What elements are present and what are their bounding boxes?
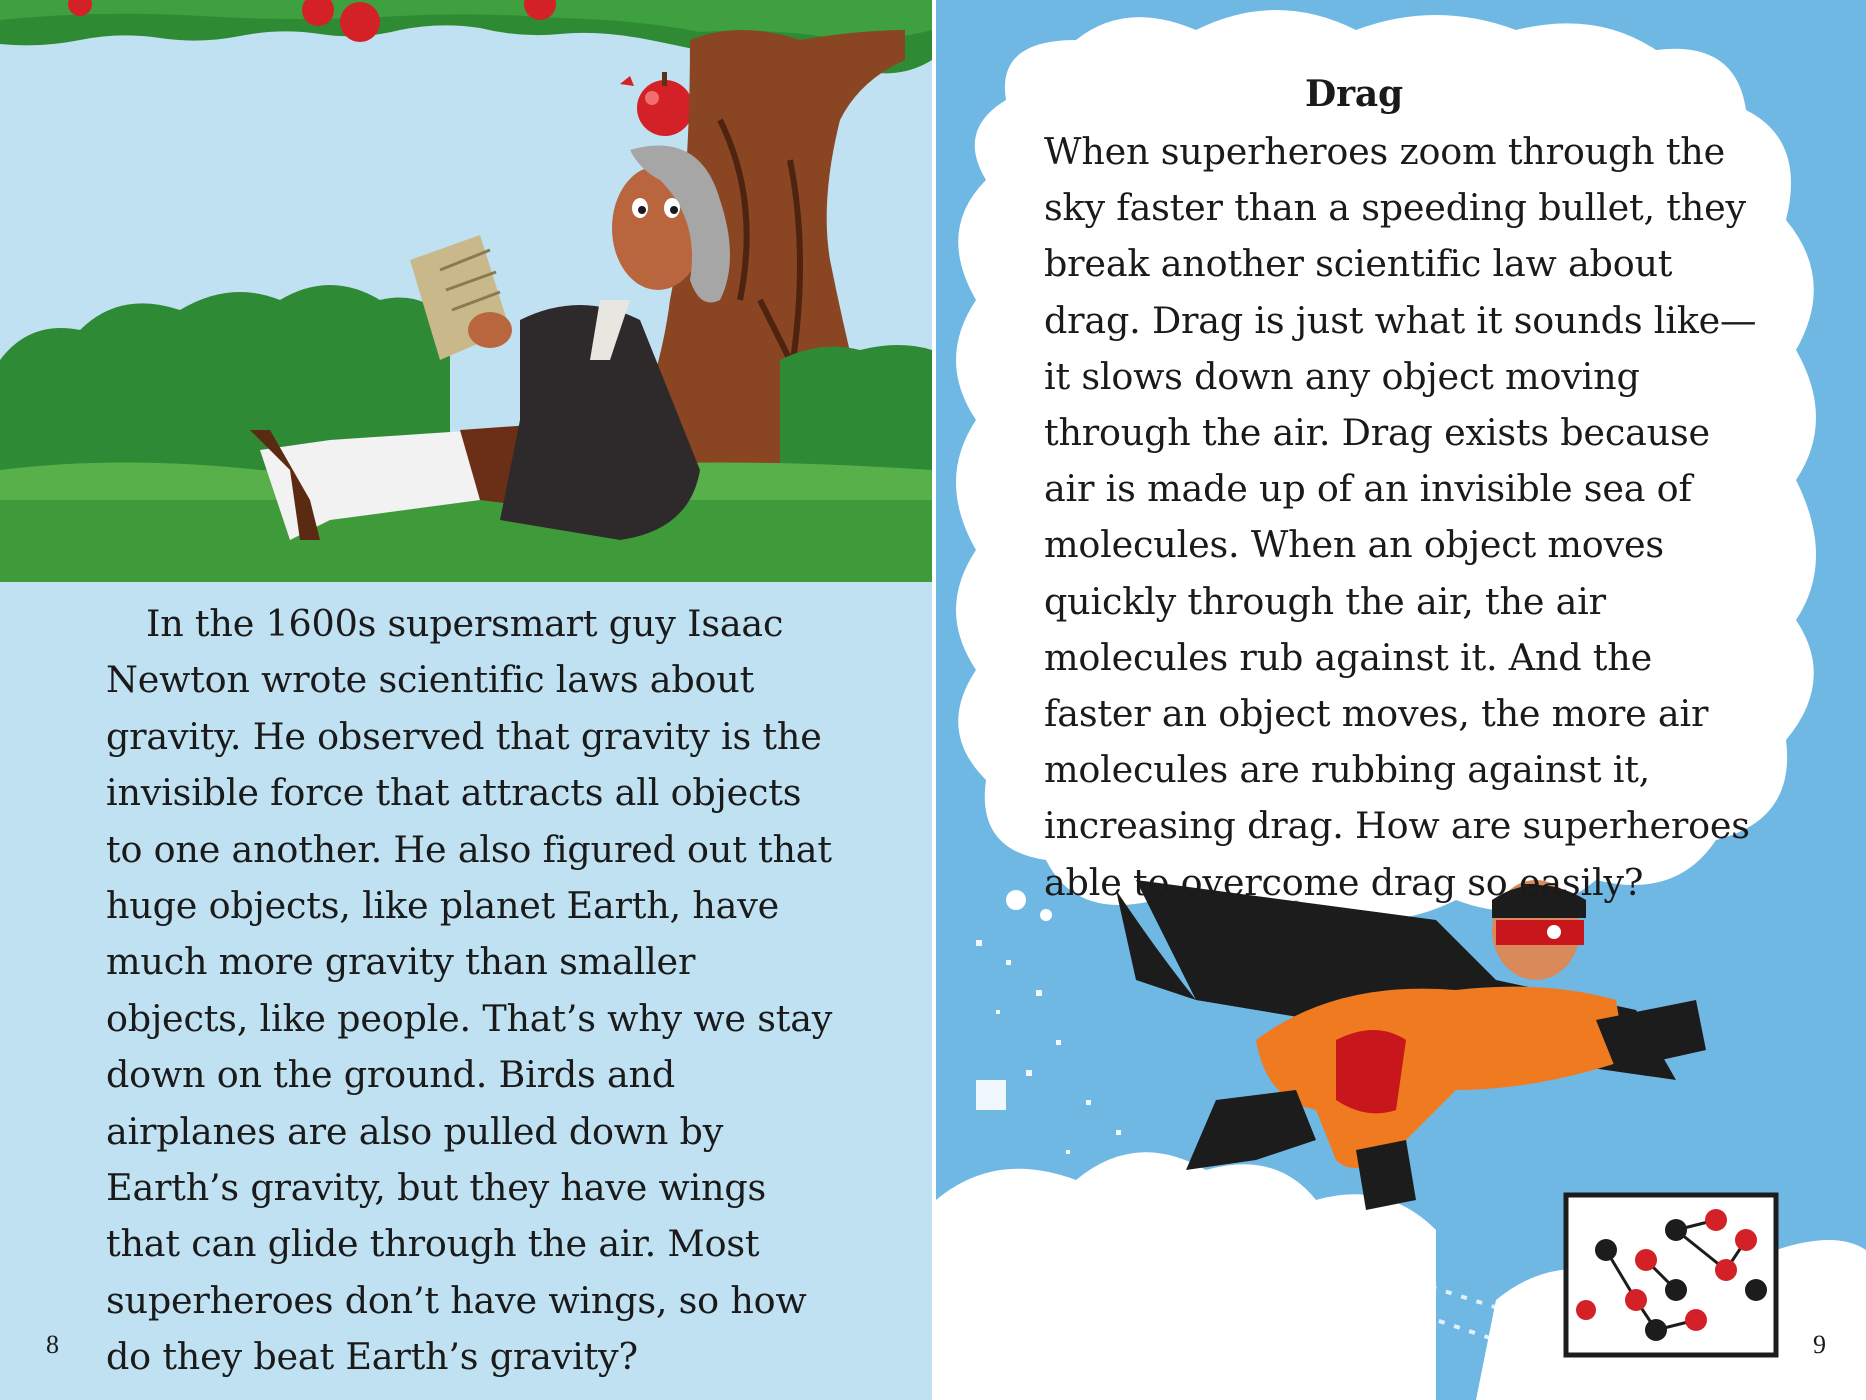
molecule-diagram-icon (1566, 1195, 1776, 1355)
right-body-text (1044, 66, 1764, 911)
right-page (936, 0, 1866, 1400)
drag-paragraph: When superheroes zoom through the sky faster than a speeding bullet, they break another scientific law about drag. Drag is just what it sounds like—it slows down any object moving through the air. Drag exists because air is made up of an invisible sea of molecules. When an object moves quickly through the air, the air molecules rub against it. And the faster an object moves, the more air molecules are rubbing against it, increasing drag. How are superheroes able to overcome drag so easily? (1044, 130, 1757, 904)
section-heading-drag: Drag (1305, 73, 1403, 115)
page-number-left: 8 (46, 1330, 59, 1359)
left-page (0, 0, 932, 1400)
left-body-text (106, 596, 846, 1386)
newton-under-tree-illustration (0, 0, 932, 582)
apple-icon (340, 2, 380, 42)
newton-paragraph: In the 1600s supersmart guy Isaac Newton wrote scientific laws about gravity. He observed that gravity is the invisible force that attracts all objects to one another. He also figured out that huge objects, like planet Earth, have much more gravity than smaller objects, like people. That’s why we stay down on the ground. Birds and airplanes are also pulled down by Earth’s gravity, but they have wings that can glide through the air. Most superheroes don’t have wings, so how do they beat Earth’s gravity? (106, 602, 833, 1379)
page-number-right: 9 (1813, 1330, 1826, 1359)
